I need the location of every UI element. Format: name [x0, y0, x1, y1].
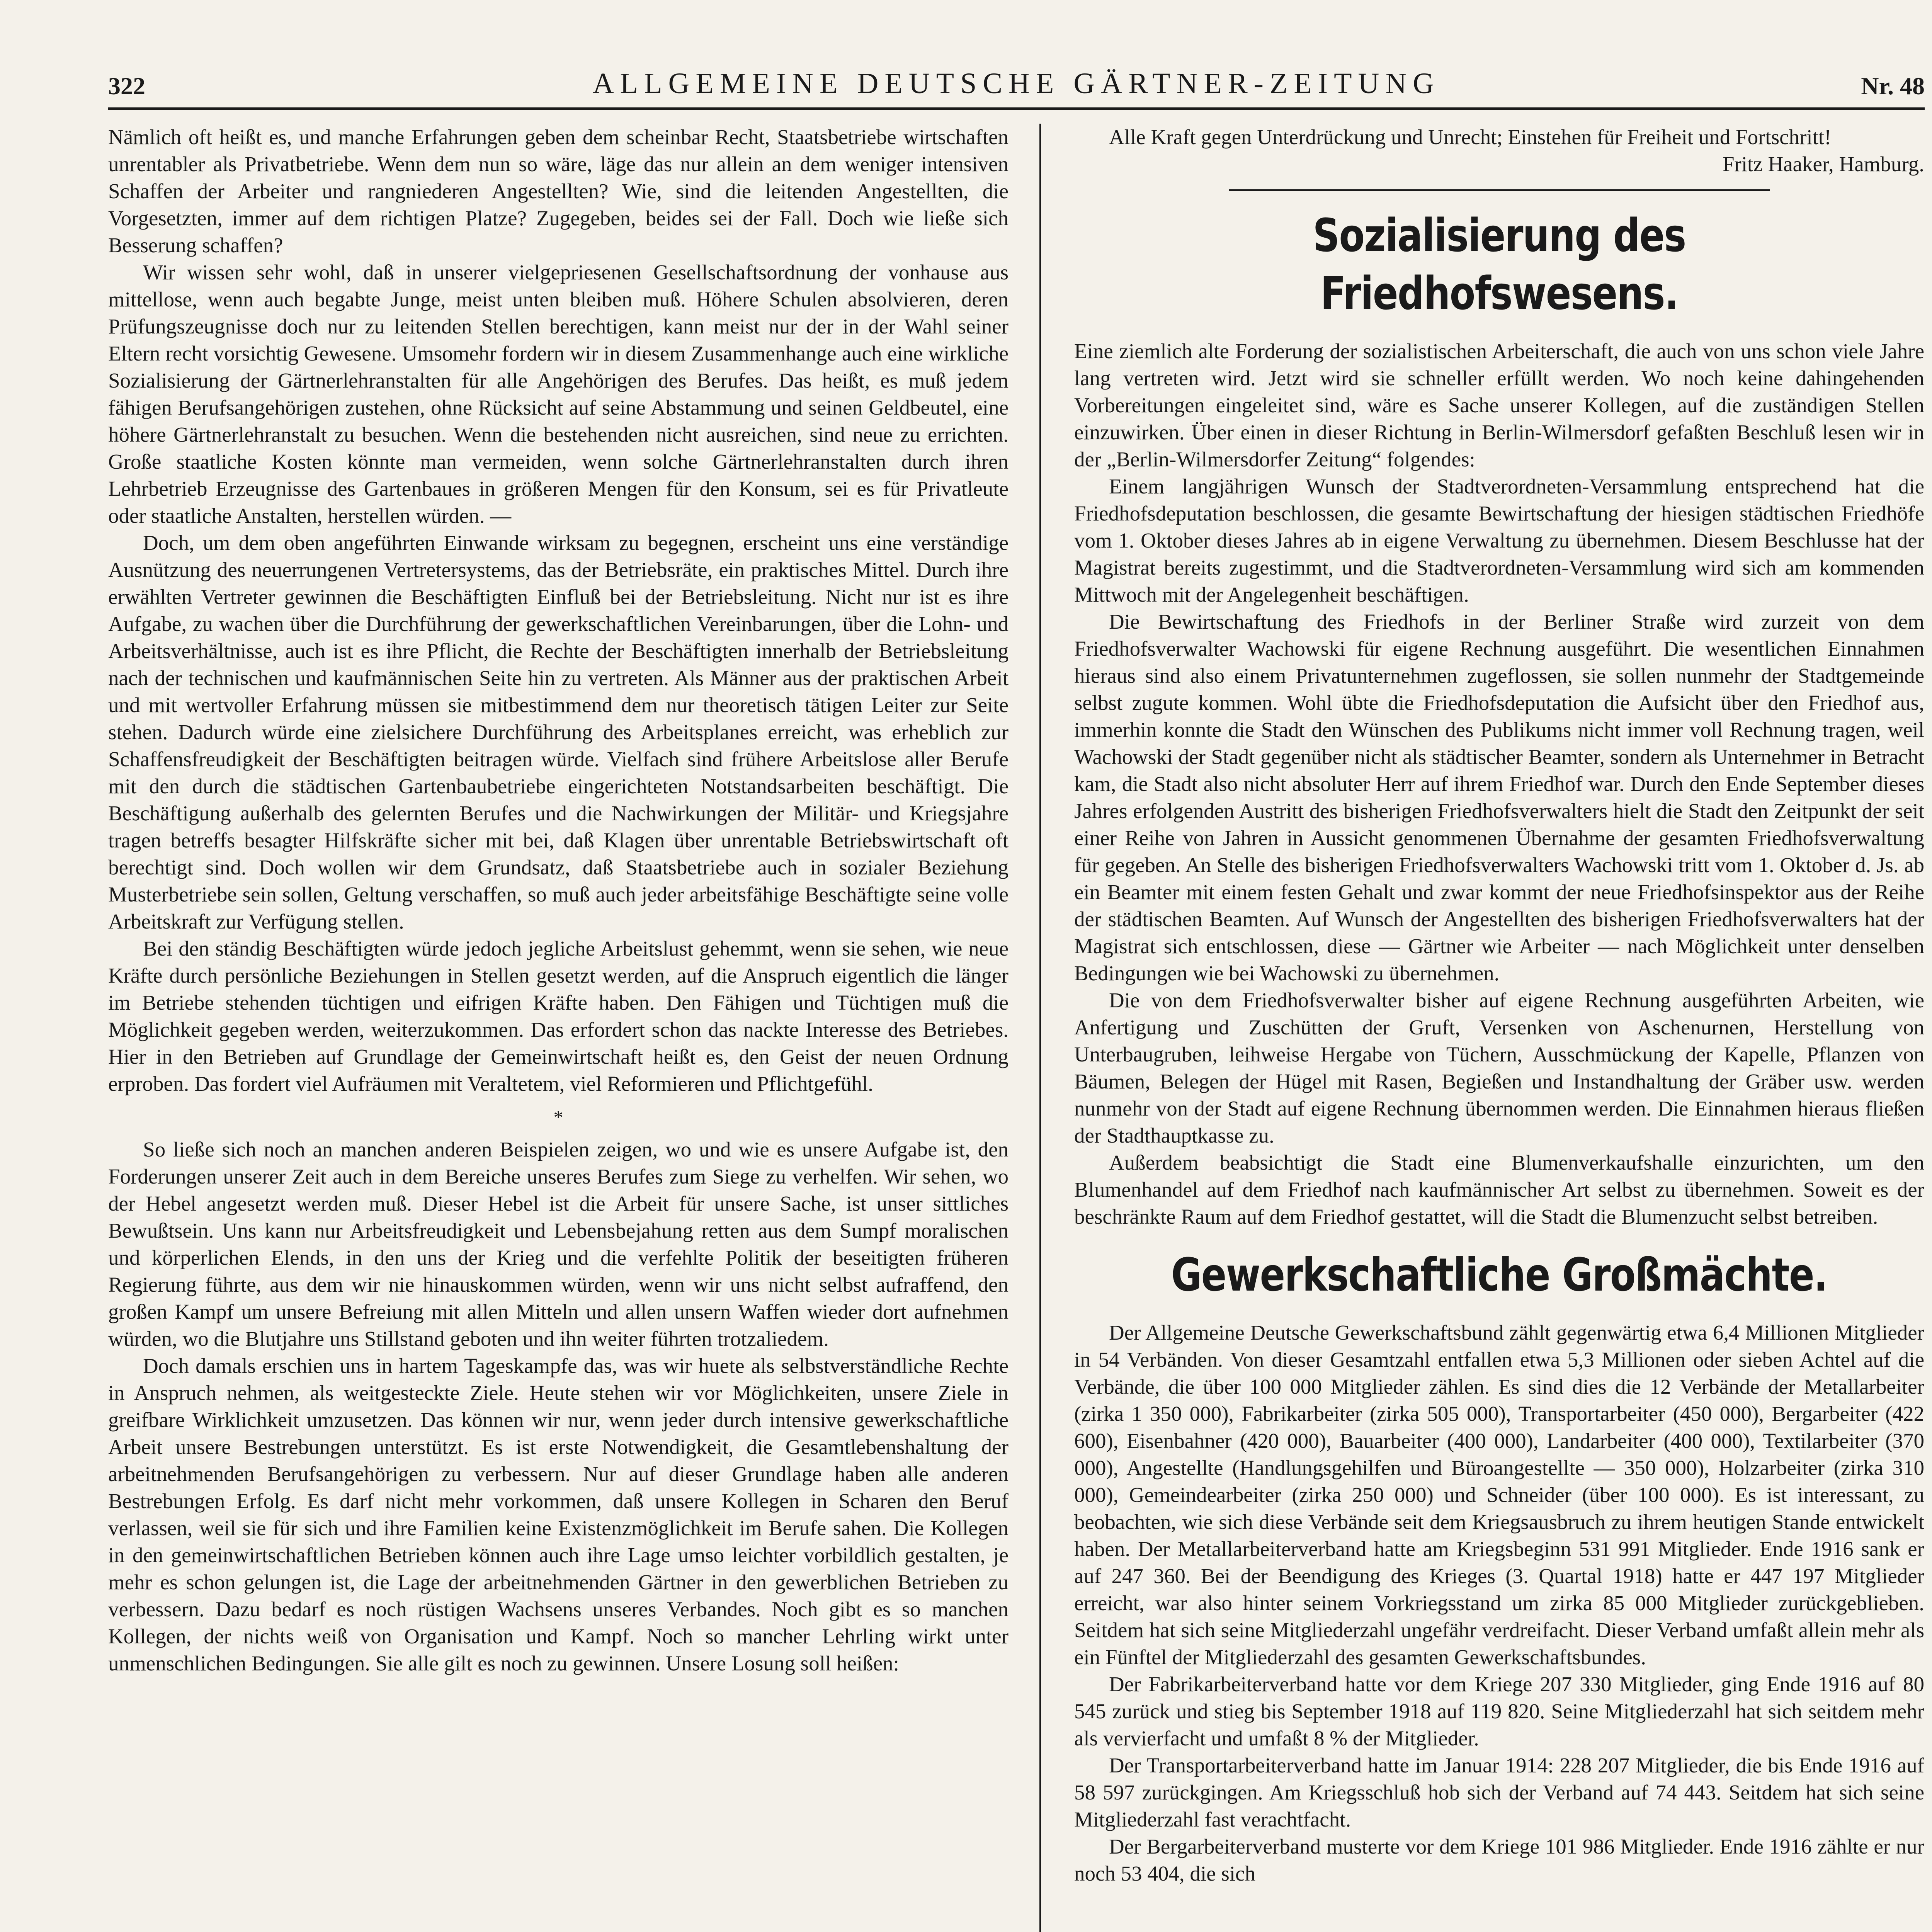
quoted-paragraph: Einem langjährigen Wunsch der Stadtverordneten-Versammlung entsprechend hat die Friedhofsdeputation beschlossen, die gesamte Bewirtschaftung der hiesigen städtischen Friedhöfe vom 1. Oktober dieses Jahres ab in eigene Verwaltung zu übernehmen. Diesem Beschlusse hat der Magistrat bereits zugestimmt, und die Stadtverordneten-Versammlung wird sich am kommenden Mittwoch mit der Angelegenheit beschäftigen.: [1074, 474, 1924, 606]
quoted-paragraph: Außerdem beabsichtigt die Stadt eine Blumenverkaufshalle einzurichten, um den Blumenhandel auf dem Friedhof nach kaufmännischer Art selbst zu übernehmen. Soweit es der beschränkte Raum auf dem Friedhof gestattet, will die Stadt die Blumenzucht selbst betreiben.: [1074, 1151, 1924, 1228]
article-paragraph: Doch, um dem oben angeführten Einwande wirksam zu begegnen, erscheint uns eine verständige Ausnützung des neuerrungenen Vertretersystems, das der Betriebsräte, ein praktisches Mittel. Durch ihre erwählten Vertreter gewinnen die Beschäftigten Einfluß bei der Betriebsleitung. Nicht nur ist es ihre Aufgabe, zu wachen über die Durchführung der gewerkschaftlichen Vereinbarungen, über die Lohn- und Arbeitsverhältnisse, auch ist es ihre Pflicht, die Rechte der Beschäftigten innerhalb der Betriebsleitung nach der technischen und kaufmännischen Seite hin zu vertreten. Als Männer aus der praktischen Arbeit und mit wertvoller Erfahrung müssen sie mitbestimmend dem nur theoretisch tätigen Leiter zur Seite stehen. Dadurch würde eine zielsichere Durchführung des Arbeitsplanes erreicht, was erheblich zur Schaffensfreudigkeit der Beschäftigten beitragen würde. Vielfach sind frühere Arbeitslose aller Berufe mit den durch die städtischen Gartenbaubetriebe eingerichteten Notstandsarbeiten beschäftigt. Die Beschäftigung außerhalb des gelernten Berufes und die Nachwirkungen der Militär- und Kriegsjahre tragen betreffs besagter Hilfskräfte sicher mit bei, daß Klagen über unrentable Betriebswirtschaft oft berechtigt sind. Doch wollen wir dem Grundsatz, daß Staatsbetriebe auch in sozialer Beziehung Musterbetriebe sein sollen, Geltung verschaffen, so muß auch jeder arbeitsfähige Beschäftigte seine volle Arbeitskraft zur Verfügung stellen.: [108, 531, 1009, 933]
closing-slogan: Alle Kraft gegen Unterdrückung und Unrecht; Einstehen für Freiheit und Fortschritt!: [1109, 125, 1832, 149]
article-paragraph: Nämlich oft heißt es, und manche Erfahrungen geben dem scheinbar Recht, Staatsbetriebe wirtschaften unrentabler als Privatbetriebe. Wenn dem nun so wäre, läge das nur allein an dem weniger intensiven Schaffen der Arbeiter und rangniederen Angestellten? Wie, sind die leitenden Angestellten, die Vorgesetzten, immer auf dem richtigen Platze? Zugegeben, beides sei der Fall. Doch wie ließe sich Besserung schaffen?: [108, 125, 1009, 257]
article-paragraph: Der Transportarbeiterverband hatte im Januar 1914: 228 207 Mitglieder, die bis Ende 1916 auf 58 597 zurückgingen. Am Kriegsschluß hob sich der Verband auf 74 443. Seitdem hat sich seine Mitgliederzahl fast verachtfacht.: [1074, 1753, 1924, 1831]
article-paragraph: Wir wissen sehr wohl, daß in unserer vielgepriesenen Gesellschaftsordnung der vonhause aus mittellose, wenn auch begabte Junge, meist unten bleiben muß. Höhere Schulen absolvieren, deren Prüfungszeugnisse doch nur zu leitenden Stellen berechtigen, kann meist nur der in der Wahl seiner Eltern recht vorsichtig Gewesene. Umsomehr fordern wir in diesem Zusammenhange auch eine wirkliche Sozialisierung der Gärtnerlehranstalten für alle Angehörigen des Berufes. Das heißt, es muß jedem fähigen Berufsangehörigen zustehen, ohne Rücksicht auf seine Abstammung und seinen Geldbeutel, eine höhere Gärtnerlehranstalt zu besuchen. Wenn die bestehenden nicht ausreichen, sind neue zu errichten. Große staatliche Kosten könnte man vermeiden, wenn solche Gärtnerlehranstalten durch ihren Lehrbetrieb Erzeugnisse des Gartenbaues in größeren Mengen für den Konsum, sei es für Privatleute oder staatliche Anstalten, herstellen würden. —: [108, 260, 1009, 527]
author-signature: Fritz Haaker, Hamburg.: [1722, 152, 1924, 176]
article-headline: Gewerkschaftliche Großmächte.: [1171, 1248, 1828, 1301]
issue-number: Nr. 48: [1861, 72, 1925, 100]
page-number: 322: [108, 72, 145, 100]
page-header: [108, 43, 1925, 110]
article-paragraph: Der Allgemeine Deutsche Gewerkschaftsbund zählt gegenwärtig etwa 6,4 Millionen Mitglieder in 54 Verbänden. Von dieser Gesamtzahl entfallen etwa 5,3 Millionen oder sieben Achtel auf die Verbände, die über 100 000 Mitglieder zählen. Es sind dies die 12 Verbände der Metallarbeiter (zirka 1 350 000), Fabrikarbeiter (zirka 505 000), Transportarbeiter (450 000), Bergarbeiter (422 600), Eisenbahner (420 000), Bauarbeiter (400 000), Landarbeiter (400 000), Textilarbeiter (370 000), Angestellte (Handlungsgehilfen und Büroangestellte — 350 000), Holzarbeiter (zirka 310 000), Gemeindearbeiter (zirka 250 000) und Schneider (über 100 000). Es ist interessant, zu beobachten, wie sich diese Verbände seit dem Kriegsausbruch zu ihrem heutigen Stande entwickelt haben. Der Metallarbeiterverband hatte am Kriegsbeginn 531 991 Mitglieder. Ende 1916 sank er auf 247 360. Bei der Beendigung des Krieges (3. Quartal 1918) hatte er 447 197 Mitglieder erreicht, war also hinter seinem Vorkriegsstand um zirka 85 000 Mitglieder zurückgeblieben. Seitdem hat sich seine Mitgliederzahl ungefähr verdreifacht. Dieser Verband umfaßt allein mehr als ein Fünftel der Mitgliederzahl des gesamten Gewerkschaftsbundes.: [1074, 1321, 1924, 1669]
article-paragraph: Eine ziemlich alte Forderung der sozialistischen Arbeiterschaft, die auch von uns schon viele Jahre lang vertreten wird. Jetzt wird sie schneller erfüllt werden. Wo noch keine dahingehenden Vorbereitungen eingeleitet sind, wäre es Sache unserer Kollegen, auf die zuständigen Stellen einzuwirken. Über einen in dieser Richtung in Berlin-Wilmersdorf gefaßten Beschluß lesen wir in der „Berlin-Wilmersdorfer Zeitung“ folgendes:: [1074, 339, 1924, 471]
quoted-paragraph: Die Bewirtschaftung des Friedhofs in der Berliner Straße wird zurzeit von dem Friedhofsverwalter Wachowski für eigene Rechnung ausgeführt. Die wesentlichen Einnahmen hieraus sind also einem Privatunternehmen zugeflossen, sie sollen nunmehr der Stadtgemeinde selbst zugute kommen. Wohl übte die Friedhofsdeputation die Aufsicht über den Friedhof aus, immerhin konnte die Stadt den Wünschen des Publikums nicht immer voll Rechnung tragen, weil Wachowski der Stadt gegenüber nicht als städtischer Beamter, sondern als Unternehmer in Betracht kam, die Stadt also nicht absoluter Herr auf ihrem Friedhof war. Durch den Ende September dieses Jahres erfolgenden Austritt des bisherigen Friedhofsverwalters hielt die Stadt den Zeitpunkt der seit einer Reihe von Jahren in Aussicht genommenen Übernahme der gesamten Friedhofsverwaltung für gegeben. An Stelle des bisherigen Friedhofsverwalters Wachowski tritt vom 1. Oktober d. Js. ab ein Beamter mit einem festen Gehalt und zwar kommt der neue Friedhofsinspektor aus der Reihe der städtischen Beamten. Auf Wunsch der Angestellten des bisherigen Friedhofsverwalters hat der Magistrat sich entschlossen, diese — Gärtner wie Arbeiter — nach Möglichkeit unter denselben Bedingungen wie bei Wachowski zu übernehmen.: [1074, 610, 1924, 985]
article-separator: [1229, 189, 1770, 191]
left-column: [108, 124, 1009, 1932]
article-headline: Sozialisierung des Friedhofswesens.: [1313, 209, 1686, 320]
column-divider: [1039, 124, 1041, 1932]
quoted-paragraph: Die von dem Friedhofsverwalter bisher auf eigene Rechnung ausgeführten Arbeiten, wie Anfertigung und Zuschütten der Gruft, Versenken von Aschenurnen, Herstellung von Unterbaugruben, leihweise Hergabe von Tüchern, Ausschmückung der Kapelle, Pflanzen von Bäumen, Belegen der Hügel mit Rasen, Begießen und Instandhaltung der Gräber usw. werden nunmehr von der Stadt auf eigene Rechnung übernommen werden. Die Einnahmen hieraus fließen der Stadthauptkasse zu.: [1074, 988, 1924, 1147]
article-paragraph: Bei den ständig Beschäftigten würde jedoch jegliche Arbeitslust gehemmt, wenn sie sehen, wie neue Kräfte durch persönliche Beziehungen in Stellen gesetzt werden, auf die Anspruch eigentlich die länger im Betriebe stehenden tüchtigen und eifrigen Kräfte haben. Den Fähigen und Tüchtigen muß die Möglichkeit gegeben werden, weiterzukommen. Das erfordert schon das nackte Interesse des Betriebes. Hier in den Betrieben auf Grundlage der Gemeinwirtschaft heißt es, den Geist der neuen Ordnung erproben. Das fordert viel Aufräumen mit Veraltetem, viel Reformieren und Pflichtgefühl.: [108, 937, 1009, 1095]
article-paragraph: So ließe sich noch an manchen anderen Beispielen zeigen, wo und wie es unsere Aufgabe ist, den Forderungen unserer Zeit auch in dem Bereiche unseres Berufes zum Siege zu verhelfen. Wir sehen, wo der Hebel angesetzt werden muß. Dieser Hebel ist die Arbeit für unsere Sache, ist unser sittliches Bewußtsein. Uns kann nur Arbeitsfreudigkeit und Lebensbejahung retten aus dem Sumpf moralischen und körperlichen Elends, in den uns der Krieg und die verfehlte Politik der beseitigten früheren Regierung führte, aus dem wir nie hinauskommen würden, wenn wir uns nicht selbst aufraffend, den großen Kampf um unsere Befreiung mit allen Mitteln und allen unsern Waffen wieder dort aufnehmen würden, wo die Blutjahre uns Stillstand geboten und ihn weiter führten trotzaliedem.: [108, 1138, 1009, 1350]
newspaper-title: ALLGEMEINE DEUTSCHE GÄRTNER-ZEITUNG: [592, 67, 1440, 100]
right-column: [1074, 124, 1924, 1932]
article-paragraph: Der Fabrikarbeiterverband hatte vor dem Kriege 207 330 Mitglieder, ging Ende 1916 auf 80 545 zurück und stieg bis September 1918 auf 119 820. Seine Mitgliederzahl hat sich seitdem mehr als vervierfacht und umfaßt 8 % der Mitglieder.: [1074, 1672, 1924, 1750]
article-paragraph: Doch damals erschien uns in hartem Tageskampfe das, was wir huete als selbstverständliche Rechte in Anspruch nehmen, als weitgesteckte Ziele. Heute stehen wir vor Möglichkeiten, unsere Ziele in greifbare Wirklichkeit umzusetzen. Das können wir nur, wenn jeder durch intensive gewerkschaftliche Arbeit unsere Bestrebungen unterstützt. Es ist erste Notwendigkeit, die Gesamtlebenshaltung der arbeitnehmenden Berufsangehörigen zu verbessern. Nur auf dieser Grundlage haben alle anderen Bestrebungen Erfolg. Es darf nicht mehr vorkommen, daß unsere Kollegen in Scharen den Beruf verlassen, weil sie für sich und ihre Familien keine Existenzmöglichkeit im Berufe sahen. Die Kollegen in den gemeinwirtschaftlichen Betrieben können auch ihre Lage umso leichter vorbildlich gestalten, je mehr es schon gelungen ist, die Lage der arbeitnehmenden Gärtner in den gewerblichen Betrieben zu verbessern. Dazu bedarf es noch rüstigen Wachsens unseres Verbandes. Noch gibt es so manchen Kollegen, der nichts weiß von Organisation und Kampf. Noch so mancher Lehrling wirkt unter unmenschlichen Bedingungen. Sie alle gilt es noch zu gewinnen. Unsere Losung soll heißen:: [108, 1354, 1009, 1675]
section-ornament: *: [553, 1106, 563, 1128]
article-paragraph: Der Bergarbeiterverband musterte vor dem Kriege 101 986 Mitglieder. Ende 1916 zählte er nur noch 53 404, die sich: [1074, 1835, 1924, 1885]
